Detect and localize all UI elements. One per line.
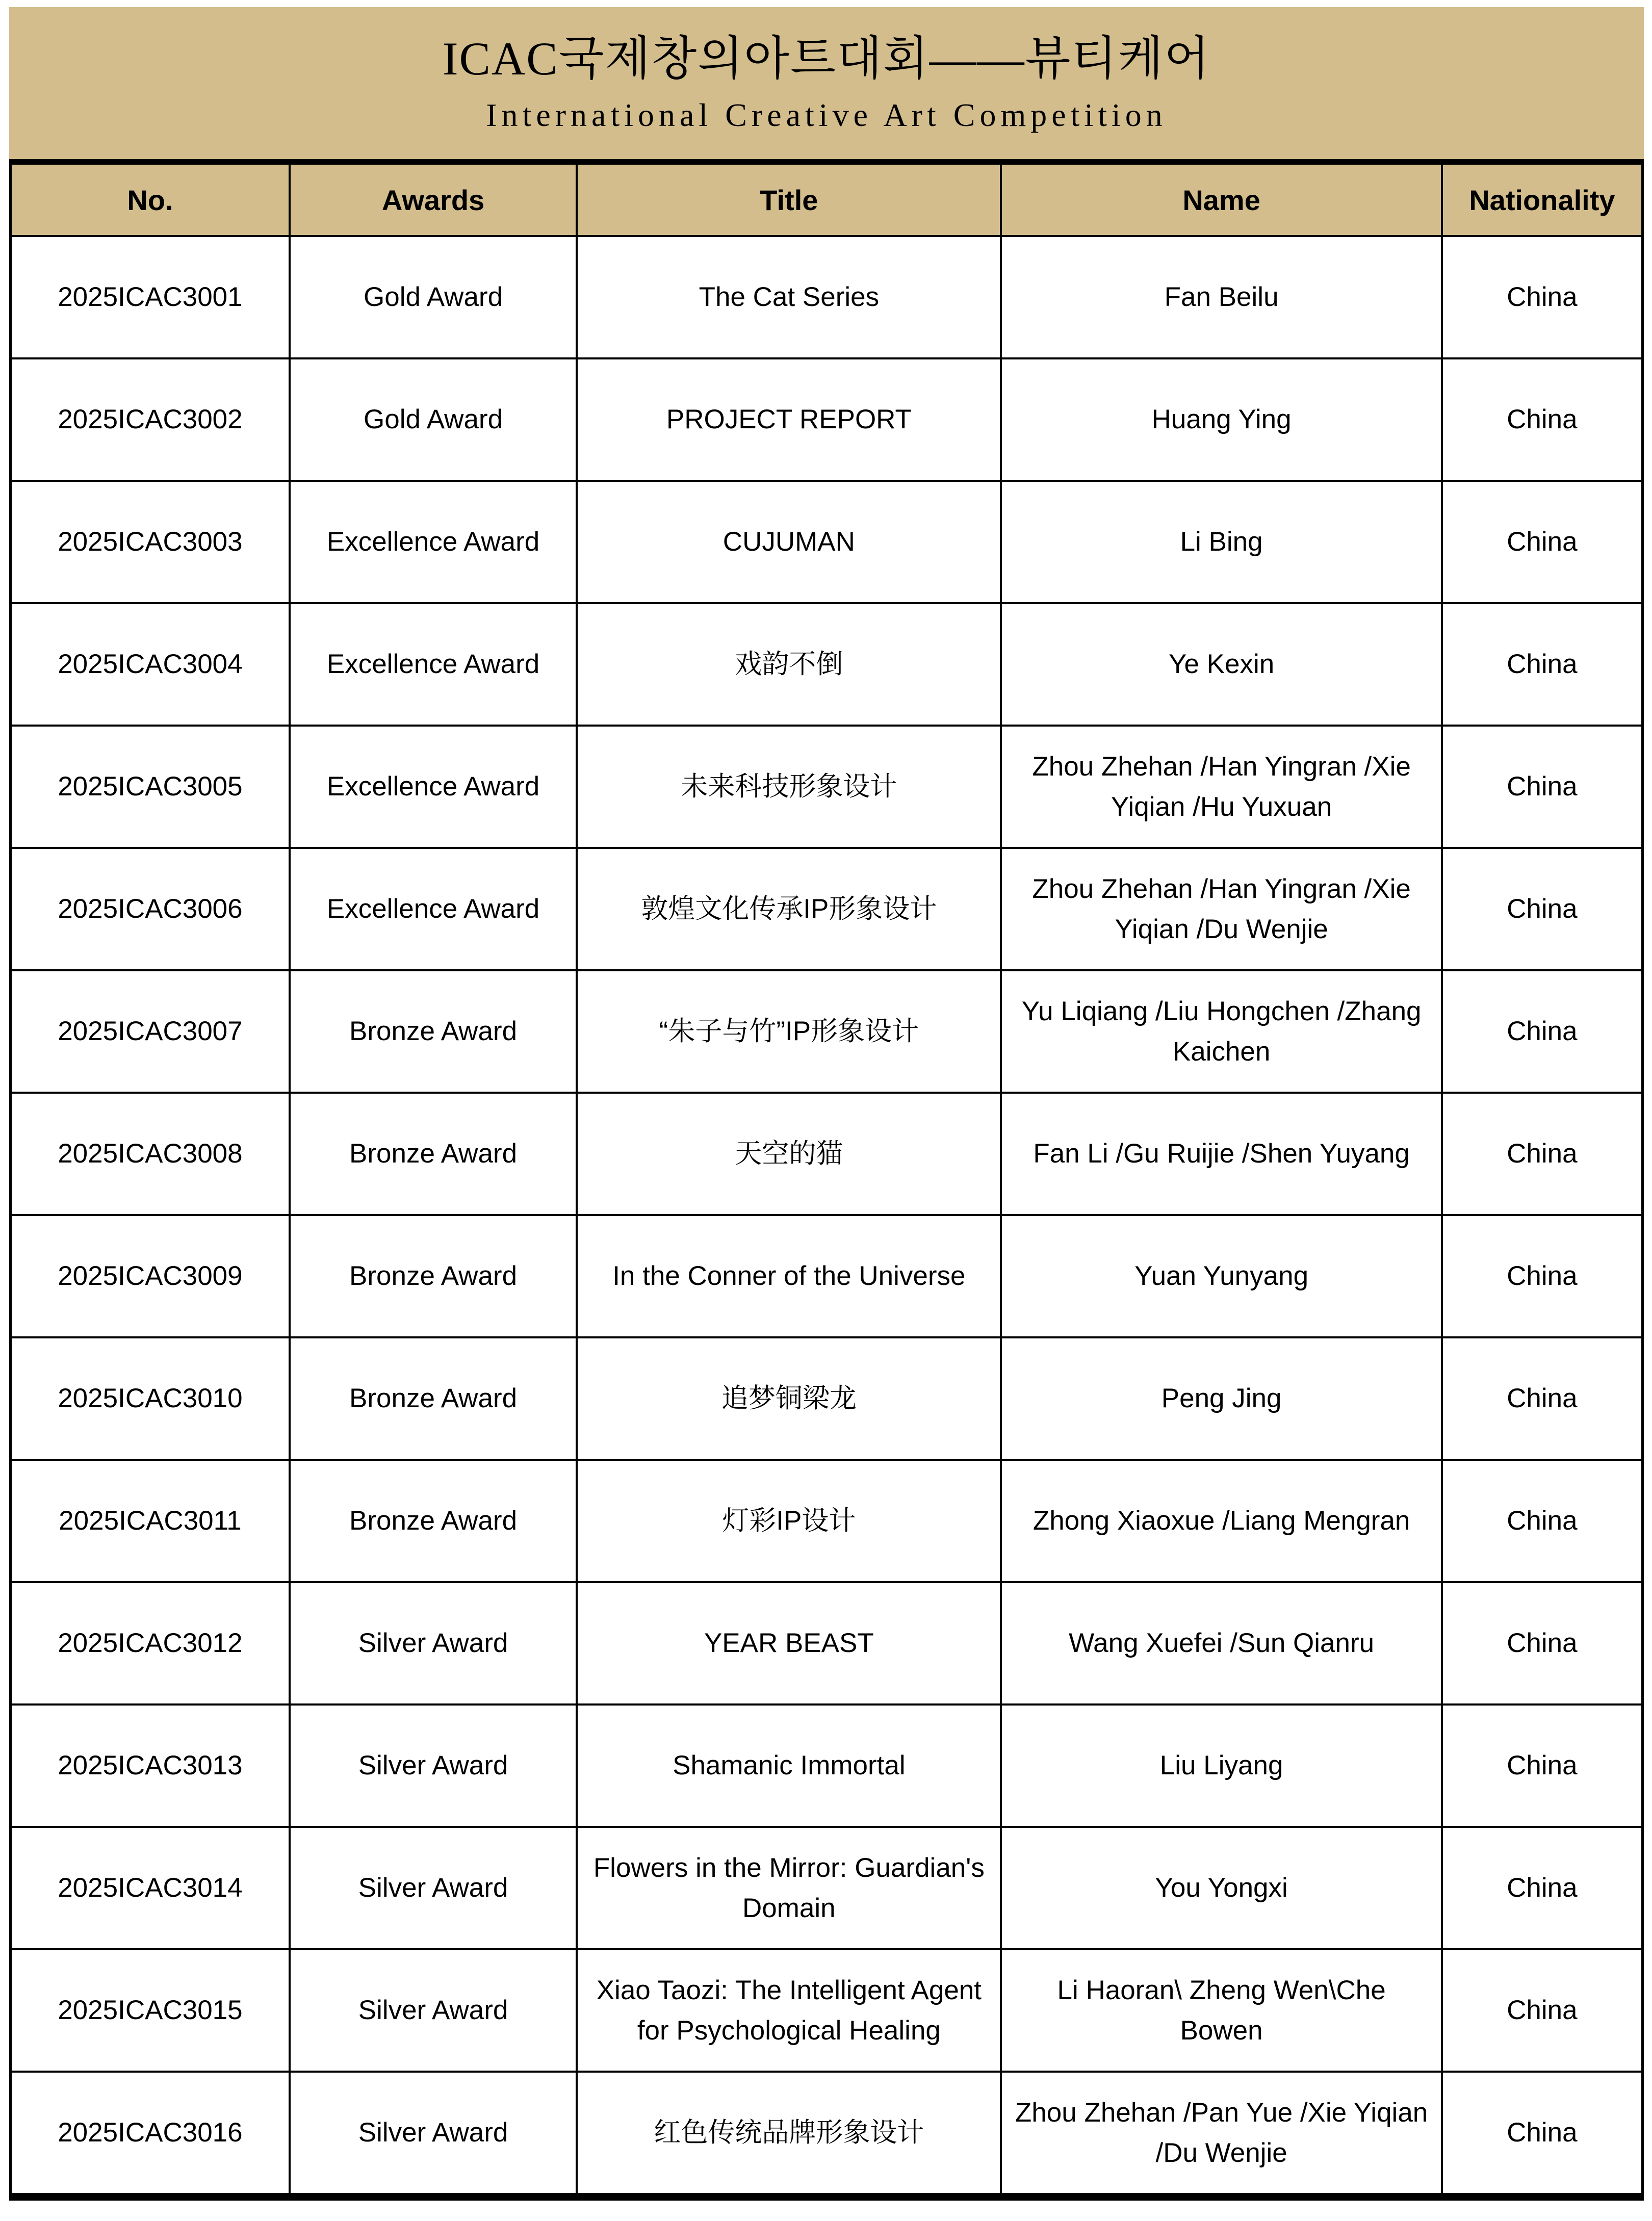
table-row — [11, 1337, 1643, 1460]
cell-no: 2025ICAC3015 — [11, 1949, 290, 2072]
cell-name: Yuan Yunyang — [1001, 1215, 1441, 1337]
header-title: Title — [577, 162, 1001, 237]
cell-no: 2025ICAC3002 — [11, 358, 290, 481]
cell-nationality: China — [1442, 1705, 1643, 1827]
cell-no: 2025ICAC3009 — [11, 1215, 290, 1337]
table-row — [11, 1215, 1643, 1337]
cell-title: 未来科技形象设计 — [577, 726, 1001, 848]
table-row — [11, 2072, 1643, 2197]
cell-name: Zhou Zhehan /Pan Yue /Xie Yiqian /Du Wenjie — [1001, 2072, 1441, 2197]
cell-name: Fan Beilu — [1001, 236, 1441, 358]
table-row — [11, 1705, 1643, 1827]
cell-name: Liu Liyang — [1001, 1705, 1441, 1827]
cell-awards: Bronze Award — [290, 970, 577, 1093]
cell-title: Flowers in the Mirror: Guardian's Domain — [577, 1827, 1001, 1949]
header-nationality: Nationality — [1442, 162, 1643, 237]
awards-table — [9, 159, 1644, 2201]
header-awards: Awards — [290, 162, 577, 237]
cell-title: 灯彩IP设计 — [577, 1460, 1001, 1582]
table-row — [11, 481, 1643, 603]
cell-awards: Bronze Award — [290, 1337, 577, 1460]
cell-title: PROJECT REPORT — [577, 358, 1001, 481]
cell-awards: Silver Award — [290, 1705, 577, 1827]
cell-name: Zhou Zhehan /Han Yingran /Xie Yiqian /Du Wenjie — [1001, 848, 1441, 970]
header-name: Name — [1001, 162, 1441, 237]
table-header-row — [11, 162, 1643, 237]
cell-title: 天空的猫 — [577, 1093, 1001, 1215]
cell-title: 戏韵不倒 — [577, 603, 1001, 726]
table-row — [11, 1093, 1643, 1215]
cell-name: Wang Xuefei /Sun Qianru — [1001, 1582, 1441, 1705]
cell-title: 追梦铜梁龙 — [577, 1337, 1001, 1460]
table-row — [11, 1582, 1643, 1705]
table-row — [11, 358, 1643, 481]
cell-nationality: China — [1442, 1949, 1643, 2072]
cell-awards: Silver Award — [290, 1949, 577, 2072]
cell-no: 2025ICAC3007 — [11, 970, 290, 1093]
cell-no: 2025ICAC3005 — [11, 726, 290, 848]
table-row — [11, 848, 1643, 970]
banner-title-english: International Creative Art Competition — [486, 96, 1167, 133]
cell-awards: Bronze Award — [290, 1215, 577, 1337]
cell-no: 2025ICAC3010 — [11, 1337, 290, 1460]
cell-name: Li Haoran\ Zheng Wen\Che Bowen — [1001, 1949, 1441, 2072]
cell-awards: Silver Award — [290, 1582, 577, 1705]
table-row — [11, 1827, 1643, 1949]
header-no: No. — [11, 162, 290, 237]
cell-no: 2025ICAC3003 — [11, 481, 290, 603]
cell-awards: Gold Award — [290, 236, 577, 358]
cell-title: The Cat Series — [577, 236, 1001, 358]
cell-no: 2025ICAC3011 — [11, 1460, 290, 1582]
cell-awards: Gold Award — [290, 358, 577, 481]
cell-name: Yu Liqiang /Liu Hongchen /Zhang Kaichen — [1001, 970, 1441, 1093]
cell-title: 敦煌文化传承IP形象设计 — [577, 848, 1001, 970]
cell-nationality: China — [1442, 726, 1643, 848]
cell-awards: Silver Award — [290, 2072, 577, 2197]
cell-nationality: China — [1442, 848, 1643, 970]
cell-awards: Excellence Award — [290, 726, 577, 848]
cell-title: 红色传统品牌形象设计 — [577, 2072, 1001, 2197]
cell-nationality: China — [1442, 1582, 1643, 1705]
cell-title: “朱子与竹”IP形象设计 — [577, 970, 1001, 1093]
cell-nationality: China — [1442, 481, 1643, 603]
table-row — [11, 603, 1643, 726]
cell-awards: Excellence Award — [290, 481, 577, 603]
cell-title: CUJUMAN — [577, 481, 1001, 603]
cell-name: Peng Jing — [1001, 1337, 1441, 1460]
cell-title: In the Conner of the Universe — [577, 1215, 1001, 1337]
cell-nationality: China — [1442, 358, 1643, 481]
table-row — [11, 970, 1643, 1093]
banner — [9, 7, 1644, 159]
cell-no: 2025ICAC3001 — [11, 236, 290, 358]
table-row — [11, 1949, 1643, 2072]
cell-no: 2025ICAC3014 — [11, 1827, 290, 1949]
cell-title: YEAR BEAST — [577, 1582, 1001, 1705]
cell-nationality: China — [1442, 970, 1643, 1093]
cell-nationality: China — [1442, 603, 1643, 726]
cell-nationality: China — [1442, 236, 1643, 358]
table-row — [11, 1460, 1643, 1582]
cell-awards: Silver Award — [290, 1827, 577, 1949]
cell-nationality: China — [1442, 1460, 1643, 1582]
cell-name: Huang Ying — [1001, 358, 1441, 481]
cell-no: 2025ICAC3012 — [11, 1582, 290, 1705]
cell-title: Shamanic Immortal — [577, 1705, 1001, 1827]
cell-title: Xiao Taozi: The Intelligent Agent for Psychological Healing — [577, 1949, 1001, 2072]
cell-nationality: China — [1442, 1215, 1643, 1337]
cell-awards: Bronze Award — [290, 1460, 577, 1582]
cell-name: Zhou Zhehan /Han Yingran /Xie Yiqian /Hu Yuxuan — [1001, 726, 1441, 848]
cell-no: 2025ICAC3013 — [11, 1705, 290, 1827]
cell-nationality: China — [1442, 1093, 1643, 1215]
table-body — [11, 236, 1643, 2197]
cell-nationality: China — [1442, 1337, 1643, 1460]
cell-awards: Excellence Award — [290, 603, 577, 726]
cell-name: Fan Li /Gu Ruijie /Shen Yuyang — [1001, 1093, 1441, 1215]
cell-no: 2025ICAC3008 — [11, 1093, 290, 1215]
cell-no: 2025ICAC3016 — [11, 2072, 290, 2197]
cell-name: Li Bing — [1001, 481, 1441, 603]
cell-nationality: China — [1442, 1827, 1643, 1949]
cell-no: 2025ICAC3004 — [11, 603, 290, 726]
cell-awards: Excellence Award — [290, 848, 577, 970]
cell-nationality: China — [1442, 2072, 1643, 2197]
cell-no: 2025ICAC3006 — [11, 848, 290, 970]
banner-title-korean: ICAC국제창의아트대회——뷰티케어 — [442, 33, 1211, 85]
table-row — [11, 726, 1643, 848]
cell-name: Zhong Xiaoxue /Liang Mengran — [1001, 1460, 1441, 1582]
cell-awards: Bronze Award — [290, 1093, 577, 1215]
cell-name: Ye Kexin — [1001, 603, 1441, 726]
table-row — [11, 236, 1643, 358]
cell-name: You Yongxi — [1001, 1827, 1441, 1949]
